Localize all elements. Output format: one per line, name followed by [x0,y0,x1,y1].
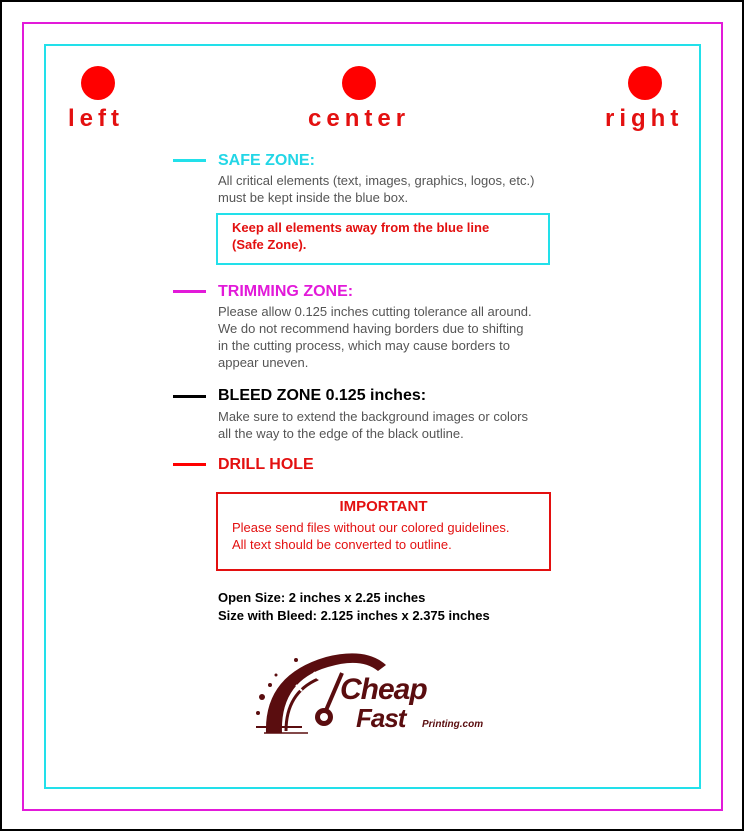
logo-word-cheap: Cheap [340,673,427,706]
safe-zone-text: All critical elements (text, images, graphics, logos, etc.) must be kept inside the blue box. [218,173,535,205]
trimming-zone-text: Please allow 0.125 inches cutting tolerance all around. We do not recommend having borders due to shifting in the cutting process, which may cause borders to appear uneven. [218,304,532,370]
bleed-zone-line-icon [173,395,206,398]
important-box [216,492,551,571]
trimming-zone-line-icon [173,290,206,293]
drill-hole-left-icon [81,66,115,100]
logo-word-printing: Printing.com [422,719,484,730]
important-title: IMPORTANT [339,498,428,515]
hole-label-right: right [605,105,684,132]
safe-zone-title: SAFE ZONE: [218,152,315,169]
safe-zone-box-text: Keep all elements away from the blue line (Safe Zone). [232,220,490,252]
hole-label-left: left [68,105,124,132]
drill-hole-line-icon [173,463,206,466]
bleed-zone-text: Make sure to extend the background images or colors all the way to the edge of the black outline. [218,409,529,441]
cheap-fast-printing-logo [256,645,496,740]
open-size-text: Open Size: 2 inches x 2.25 inches [218,590,426,605]
important-text: Please send files without our colored guidelines. All text should be converted to outline. [232,520,510,552]
safe-zone-box [216,213,550,265]
drill-hole-center-icon [342,66,376,100]
hole-label-center: center [308,105,411,132]
drill-hole-title: DRILL HOLE [218,456,314,473]
logo-word-fast: Fast [356,703,406,733]
safe-zone-line-icon [173,159,206,162]
drill-hole-right-icon [628,66,662,100]
trimming-zone-title: TRIMMING ZONE: [218,283,354,300]
bleed-size-text: Size with Bleed: 2.125 inches x 2.375 inches [218,608,490,623]
bleed-zone-title: BLEED ZONE 0.125 inches: [218,387,427,404]
